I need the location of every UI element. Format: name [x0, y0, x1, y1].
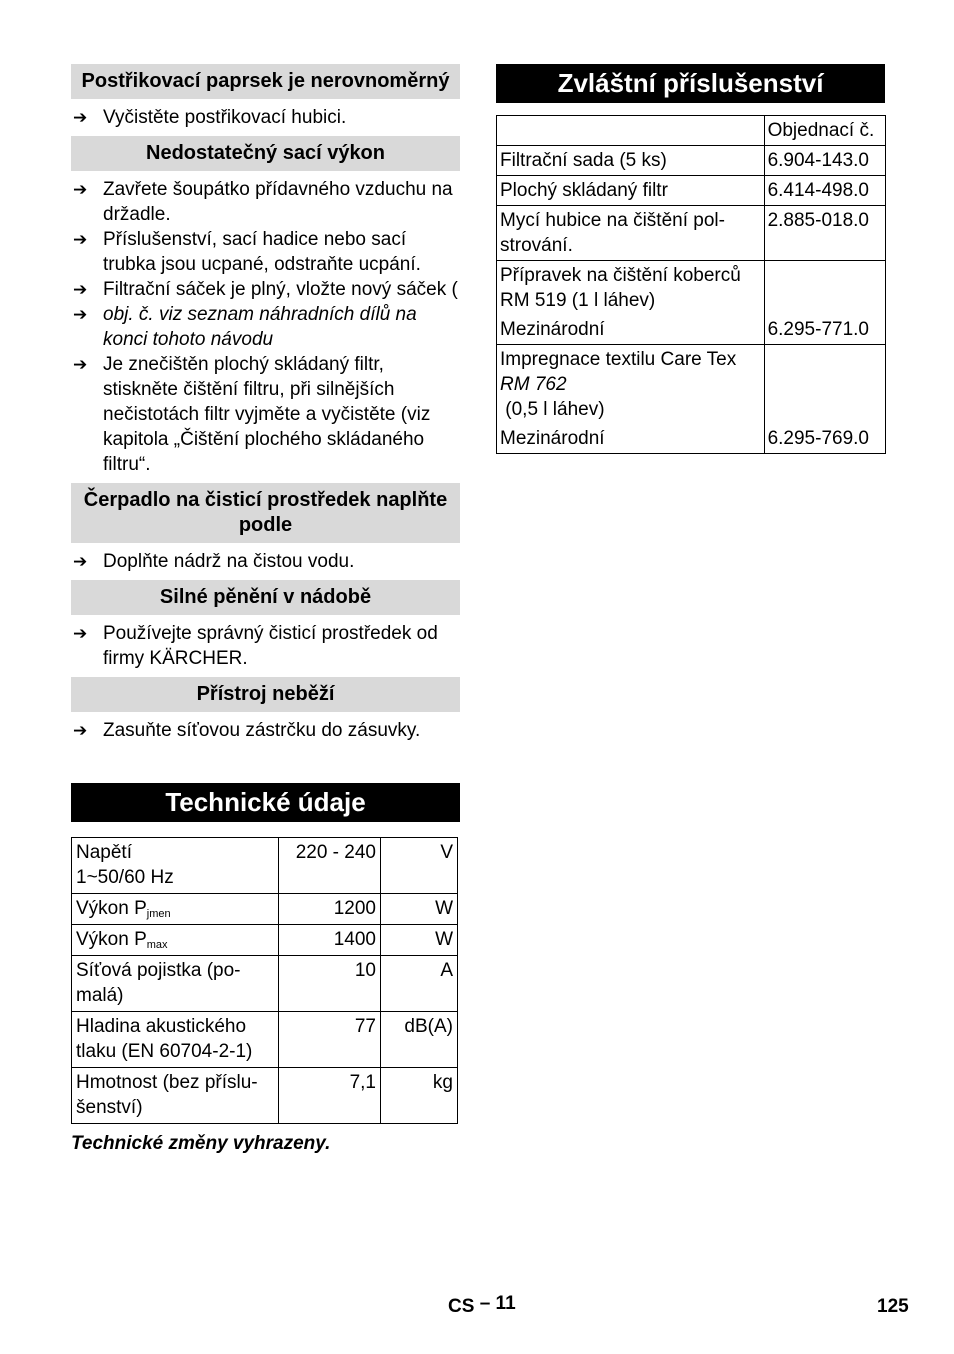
spec-label-text: šenství) [76, 1097, 143, 1118]
list-item [71, 227, 460, 277]
troubleshooting-heading: Přístroj neběží [71, 677, 460, 712]
spec-label-text: Síťová pojistka (po- [76, 960, 241, 981]
spec-label-text: Hladina akustického [76, 1016, 247, 1037]
accessory-variant-label: Mezinárodní [500, 319, 605, 340]
spec-label-text: Hmotnost (bez příslu- [76, 1072, 258, 1093]
table-row [497, 206, 886, 261]
spec-label [72, 894, 279, 925]
spec-label [72, 1012, 279, 1068]
accessory-name-line: strování. [500, 235, 573, 256]
list-item-text: Příslušenství, sací hadice nebo sací trubka jsou ucpané, odstraňte ucpání. [103, 229, 421, 275]
accessory-name-line: Mycí hubice na čištění pol- [500, 210, 725, 231]
list-item-text: obj. č. viz seznam náhradních dílů na konci tohoto návodu [103, 304, 417, 350]
spec-value: 1200 [279, 894, 381, 925]
section-dash: – [479, 1293, 491, 1314]
list-item [71, 302, 460, 352]
troubleshooting-list [71, 171, 460, 483]
table-row [72, 1068, 458, 1124]
accessory-name [497, 345, 765, 454]
spec-label-text: Napětí [76, 842, 132, 863]
accessory-order-number: 6.904-143.0 [764, 146, 885, 176]
spec-label [72, 956, 279, 1012]
accessory-name-line: Impregnace textilu Care Tex [500, 349, 737, 370]
page-number: 125 [877, 1296, 909, 1317]
spec-unit: W [381, 894, 458, 925]
table-row [497, 176, 886, 206]
accessory-name [497, 206, 765, 261]
accessories-header-row [497, 116, 886, 146]
section-code: CS [448, 1296, 475, 1317]
arrow-right-icon: ➔ [73, 552, 88, 571]
list-item [71, 105, 460, 130]
table-row [497, 146, 886, 176]
spec-value: 220 - 240 [279, 838, 381, 894]
spec-label-text: 1~50/60 Hz [76, 867, 174, 888]
accessory-variant-label: Mezinárodní [500, 428, 605, 449]
troubleshooting-heading: Čerpadlo na čisticí prostředek naplňte podle [71, 483, 460, 543]
spec-value: 10 [279, 956, 381, 1012]
list-item-text: Vyčistěte postřikovací hubici. [103, 107, 347, 128]
spec-label-text: malá) [76, 985, 124, 1006]
accessory-name-line: (0,5 l láhev) [500, 399, 605, 420]
troubleshooting-section [71, 64, 460, 749]
troubleshooting-heading: Nedostatečný sací výkon [71, 136, 460, 171]
arrow-right-icon: ➔ [73, 624, 88, 643]
arrow-right-icon: ➔ [73, 721, 88, 740]
accessory-name-line: RM 762 [500, 374, 567, 395]
section-page: 11 [495, 1293, 516, 1314]
list-item [71, 352, 460, 477]
list-item-text: Je znečištěn plochý skládaný filtr, stiskněte čištění filtru, při silnějších nečistotách filtr vyjměte a vyčistěte (viz kapitola „Čištění plochého skládaného filtru“. [103, 354, 431, 475]
arrow-right-icon: ➔ [73, 355, 88, 374]
accessory-name-line: Filtrační sada (5 ks) [500, 150, 667, 171]
accessory-name-line: Přípravek na čištění koberců [500, 265, 741, 286]
left-column [71, 64, 460, 1155]
table-row [72, 925, 458, 956]
table-row [72, 956, 458, 1012]
arrow-right-icon: ➔ [73, 108, 88, 127]
accessories-header-order: Objednací č. [764, 116, 885, 146]
accessory-name [497, 176, 765, 206]
arrow-right-icon: ➔ [73, 180, 88, 199]
accessory-name [497, 261, 765, 345]
table-row [497, 345, 886, 454]
spec-unit: W [381, 925, 458, 956]
arrow-right-icon: ➔ [73, 280, 88, 299]
arrow-right-icon: ➔ [73, 230, 88, 249]
list-item-text: Doplňte nádrž na čistou vodu. [103, 551, 355, 572]
spec-label-text: Výkon P [76, 929, 147, 950]
list-item [71, 277, 460, 302]
spec-label-subscript: max [146, 939, 168, 951]
spec-label-text: tlaku (EN 60704-2-1) [76, 1041, 253, 1062]
accessories-table [496, 115, 886, 454]
technical-table [71, 837, 458, 1124]
table-row [72, 1012, 458, 1068]
table-row [72, 838, 458, 894]
list-item-text: Používejte správný čisticí prostředek od firmy KÄRCHER. [103, 623, 438, 669]
table-row [72, 894, 458, 925]
accessory-name-line: RM 519 (1 l láhev) [500, 290, 656, 311]
spec-unit: dB(A) [381, 1012, 458, 1068]
accessory-order-number: 6.414-498.0 [764, 176, 885, 206]
spec-label [72, 925, 279, 956]
section-page-label [448, 1293, 516, 1318]
spec-unit: kg [381, 1068, 458, 1124]
accessory-name-line: Plochý skládaný filtr [500, 180, 668, 201]
list-item [71, 177, 460, 227]
spec-unit: A [381, 956, 458, 1012]
spec-unit: V [381, 838, 458, 894]
accessories-heading: Zvláštní příslušenství [496, 64, 885, 103]
accessory-order-number: 6.295-771.0 [764, 261, 885, 345]
troubleshooting-list [71, 543, 460, 580]
accessory-order-number: 6.295-769.0 [764, 345, 885, 454]
spec-value: 7,1 [279, 1068, 381, 1124]
accessory-order-number: 2.885-018.0 [764, 206, 885, 261]
technical-heading: Technické údaje [71, 783, 460, 822]
list-item [71, 621, 460, 671]
list-item-text: Zavřete šoupátko přídavného vzduchu na držadle. [103, 179, 453, 225]
troubleshooting-heading: Silné pěnění v nádobě [71, 580, 460, 615]
troubleshooting-list [71, 99, 460, 136]
spec-label [72, 1068, 279, 1124]
list-item [71, 718, 460, 743]
spec-value: 77 [279, 1012, 381, 1068]
spec-label-subscript: jmen [146, 908, 171, 920]
accessory-name [497, 146, 765, 176]
troubleshooting-heading: Postřikovací paprsek je nerovnoměrný [71, 64, 460, 99]
troubleshooting-list [71, 615, 460, 677]
list-item-text: Zasuňte síťovou zástrčku do zásuvky. [103, 720, 421, 741]
list-item-text: Filtrační sáček je plný, vložte nový sáček ( [103, 279, 458, 300]
right-column [496, 64, 885, 454]
arrow-right-icon: ➔ [73, 305, 88, 324]
spec-label-text: Výkon P [76, 898, 147, 919]
technical-note: Technické změny vyhrazeny. [71, 1133, 331, 1154]
spec-label [72, 838, 279, 894]
accessories-header-name [497, 116, 765, 146]
spec-value: 1400 [279, 925, 381, 956]
list-item [71, 549, 460, 574]
troubleshooting-list [71, 712, 460, 749]
table-row [497, 261, 886, 345]
